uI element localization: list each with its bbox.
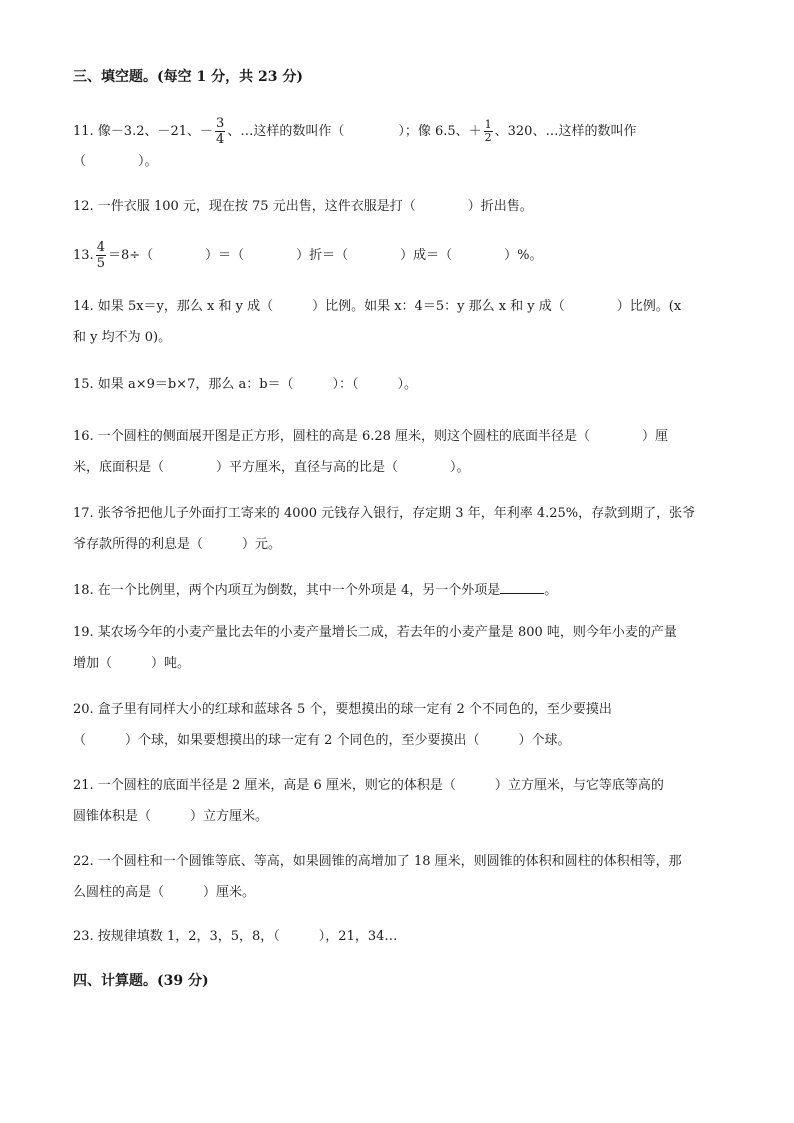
question-23: 23. 按规律填数 1，2，3，5，8，（ ），21，34… — [73, 929, 398, 944]
q11-text-c: ）；像 6.5、＋ — [398, 124, 482, 139]
question-11-line-2: （ ）。 — [73, 154, 158, 169]
question-16-line-1: 16. 一个圆柱的侧面展开图是正方形，圆柱的高是 6.28 厘米，则这个圆柱的底面半径是（ ）厘 — [73, 429, 669, 444]
question-21-line-1: 21. 一个圆柱的底面半径是 2 厘米，高是 6 厘米，则它的体积是（ ）立方厘米，与它等底等高的 — [73, 778, 664, 793]
q18-text: 18. 在一个比例里，两个内项互为倒数，其中一个外项是 4，另一个外项是 — [73, 583, 501, 598]
question-14-line-2: 和 y 均不为 0)。 — [73, 330, 172, 345]
question-16-line-2: 米，底面积是（ ）平方厘米，直径与高的比是（ ）。 — [73, 460, 470, 475]
question-11-line-1 — [73, 116, 636, 147]
question-15: 15. 如果 a×9＝b×7，那么 a：b＝（ ）：（ ）。 — [73, 377, 418, 392]
q11-f1-denominator: 4 — [216, 132, 225, 147]
q11-fraction-1-2 — [484, 119, 493, 144]
question-18 — [73, 580, 557, 601]
q13-lead: 13. — [73, 248, 94, 263]
q18-answer-line — [500, 580, 544, 594]
question-22-line-2: 么圆柱的高是（ ）厘米。 — [73, 885, 256, 900]
q13-rest: ＝8÷（ ）＝（ ）折＝（ ）成＝（ ）%。 — [107, 248, 543, 263]
section-3-title: 三、填空题。(每空 1 分，共 23 分) — [73, 69, 303, 85]
q11-f1-numerator: 3 — [216, 116, 225, 131]
question-13 — [73, 240, 543, 271]
question-19-line-1: 19. 某农场今年的小麦产量比去年的小麦产量增长二成，若去年的小麦产量是 800 吨，则今年小麦的产量 — [73, 625, 677, 640]
question-19-line-2: 增加（ ）吨。 — [73, 656, 191, 671]
section-4-title: 四、计算题。(39 分) — [73, 973, 209, 989]
q13-f-numerator: 4 — [96, 240, 105, 255]
q13-fraction-4-5 — [96, 240, 106, 271]
q11-f2-denominator: 2 — [484, 131, 492, 144]
q11-text-a: 11. 像－3.2、－21、－ — [73, 124, 214, 139]
question-21-line-2: 圆锥体积是（ ）立方厘米。 — [73, 809, 269, 824]
question-20-line-2: （ ）个球，如果要想摸出的球一定有 2 个同色的，至少要摸出（ ）个球。 — [73, 733, 571, 748]
q18-end: 。 — [544, 583, 558, 598]
q11-f2-numerator: 1 — [484, 118, 492, 131]
question-22-line-1: 22. 一个圆柱和一个圆锥等底、等高，如果圆锥的高增加了 18 厘米，则圆锥的体积和圆柱的体积相等，那 — [73, 854, 682, 869]
question-20-line-1: 20. 盒子里有同样大小的红球和蓝球各 5 个，要想摸出的球一定有 2 个不同色的，至少要摸出 — [73, 702, 612, 717]
question-14-line-1: 14. 如果 5x＝y，那么 x 和 y 成（ ）比例。如果 x：4＝5：y 那么 x 和 y 成（ ）比例。(x — [73, 299, 682, 314]
q11-fraction-3-4 — [215, 116, 225, 147]
q13-f-denominator: 5 — [96, 256, 105, 271]
question-12: 12. 一件衣服 100 元，现在按 75 元出售，这件衣服是打（ ）折出售。 — [73, 199, 533, 214]
question-17-line-1: 17. 张爷爷把他儿子外面打工寄来的 4000 元钱存入银行，存定期 3 年，年利率 4.25%，存款到期了，张爷 — [73, 506, 696, 521]
q11-text-d: 、320、…这样的数叫作 — [494, 124, 637, 139]
q11-text-b: 、…这样的数叫作（ — [227, 124, 345, 139]
question-17-line-2: 爷存款所得的利息是（ ）元。 — [73, 537, 282, 552]
